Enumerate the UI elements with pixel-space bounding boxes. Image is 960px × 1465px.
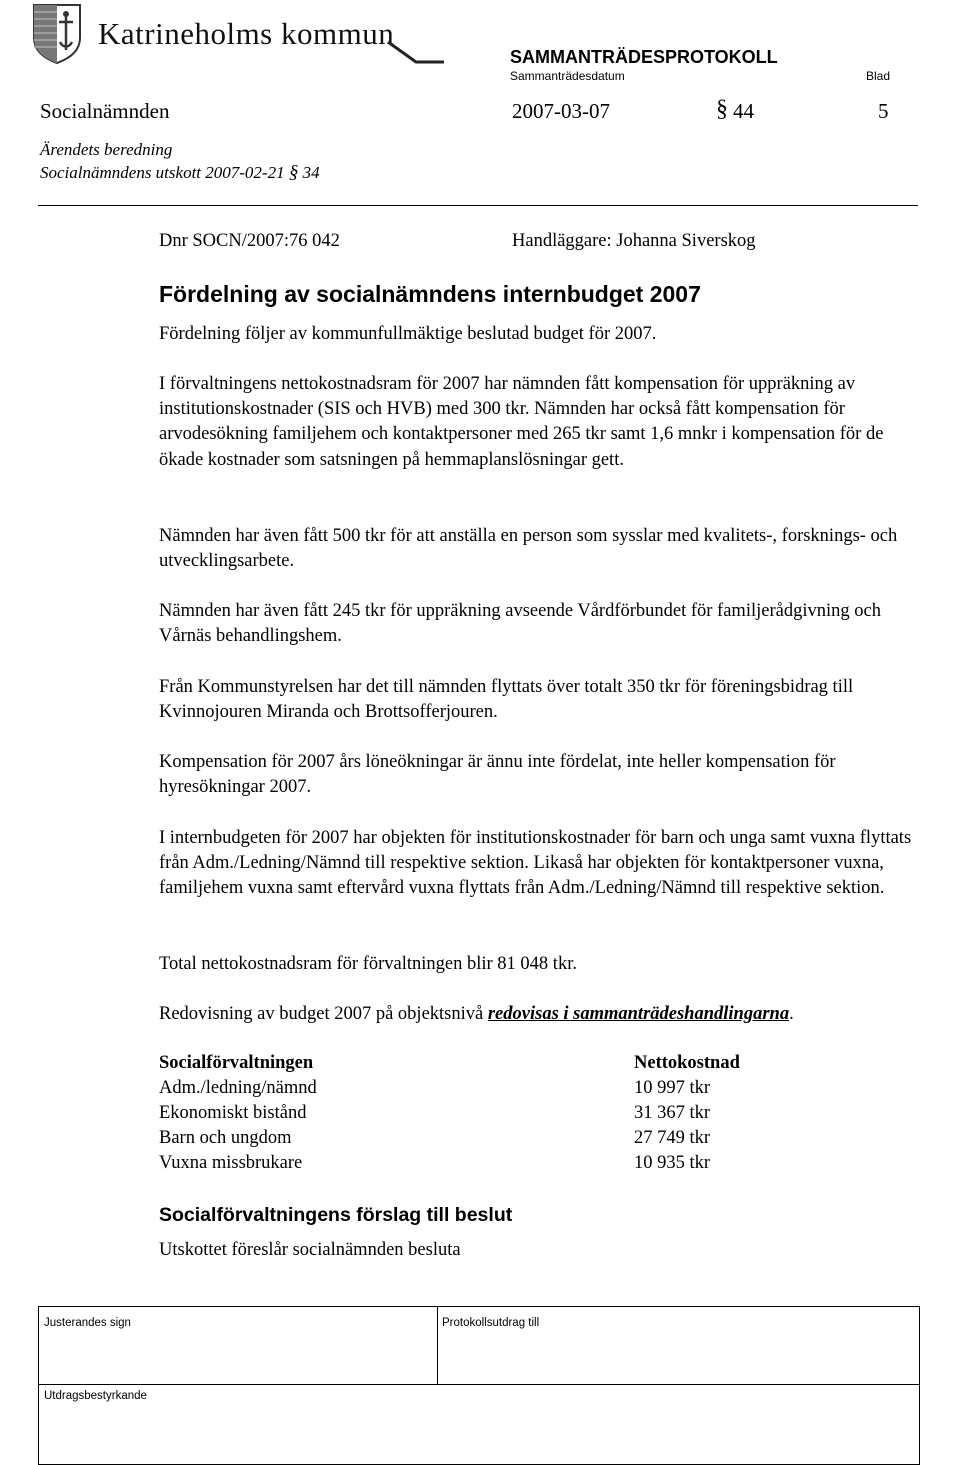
preparation-source: Socialnämndens utskott 2007-02-21 § 34 [40,162,320,183]
coat-of-arms-icon [32,2,82,64]
committee-name: Socialnämnden [40,99,170,123]
paragraph-2: I förvaltningens nettokostnadsram för 2007 har nämnden fått kompensation för uppräkning av institutionskostnader (SIS och HVB) med 300 tkr. Nämnden har också fått kompensation för arvodesökning familjehem och kontaktpersoner med 265 tkr samt 1,6 mnkr i kompensation för de ökade kostnader som satsningen på hemmaplanslösningar gett. [159,374,884,470]
proposal-heading: Socialförvaltningens förslag till beslut [159,1204,513,1226]
paragraph-number: 44 [733,99,754,123]
header-divider [38,205,918,206]
paragraph-9: Redovisning av budget 2007 på objektsnivå redovisas i sammanträdeshandlingarna. [159,1004,794,1024]
page-number: 5 [878,99,889,123]
emphasis-link: redovisas i sammanträdeshandlingarna [487,1004,790,1024]
case-dnr: Dnr SOCN/2007:76 042 [159,231,340,251]
paragraph-6: Kompensation för 2007 års löneökningar är ännu inte fördelat, inte heller kompensation för hyresökningar 2007. [159,752,836,798]
paragraph-7: I internbudgeten för 2007 har objekten för institutionskostnader för barn och unga samt vuxna flyttats från Adm./Ledning/Nämnd till respektive sektion. Likaså har objekten för kontaktpersoner vuxna, familjehem vuxna samt eftervård vuxna flyttats från Adm./Ledning/Nämnd till respektive sektion. [159,828,912,899]
paragraph-4: Nämnden har även fått 245 tkr för uppräkning avseende Vårdförbundet för familjerådgivning och Vårnäs behandlingshem. [159,601,881,647]
column-header: Nettokostnad [634,1053,740,1073]
logo-swoosh-icon [386,40,446,64]
preparation-label: Ärendets beredning [40,140,173,159]
municipality-name: Katrineholms kommun [98,16,395,51]
paragraph-8: Total nettokostnadsram för förvaltningen blir 81 048 tkr. [159,954,577,974]
page-title: Fördelning av socialnämndens internbudget 2007 [159,281,701,307]
certification-label: Utdragsbestyrkande [44,1390,147,1402]
paragraph-1: Fördelning följer av kommunfullmäktige beslutad budget för 2007. [159,324,657,344]
date-label: Sammanträdesdatum [510,69,625,83]
extract-label: Protokollsutdrag till [442,1317,540,1329]
doc-type: SAMMANTRÄDESPROTOKOLL [510,47,778,67]
paragraph-sign: § [716,96,728,122]
proposal-text: Utskottet föreslår socialnämnden besluta [159,1240,461,1260]
blad-label: Blad [866,69,891,83]
meeting-date: 2007-03-07 [512,99,610,123]
paragraph-3: Nämnden har även fått 500 tkr för att anställa en person som sysslar med kvalitets-, forsknings- och utvecklingsarbete. [159,526,898,572]
paragraph-5: Från Kommunstyrelsen har det till nämnden flyttats över totalt 350 tkr för föreningsbidrag till Kvinnojouren Miranda och Brottsofferjouren. [159,677,854,723]
sign-label: Justerandes sign [44,1317,131,1329]
case-handler: Handläggare: Johanna Siverskog [512,231,756,251]
column-header: Socialförvaltningen [159,1053,314,1073]
